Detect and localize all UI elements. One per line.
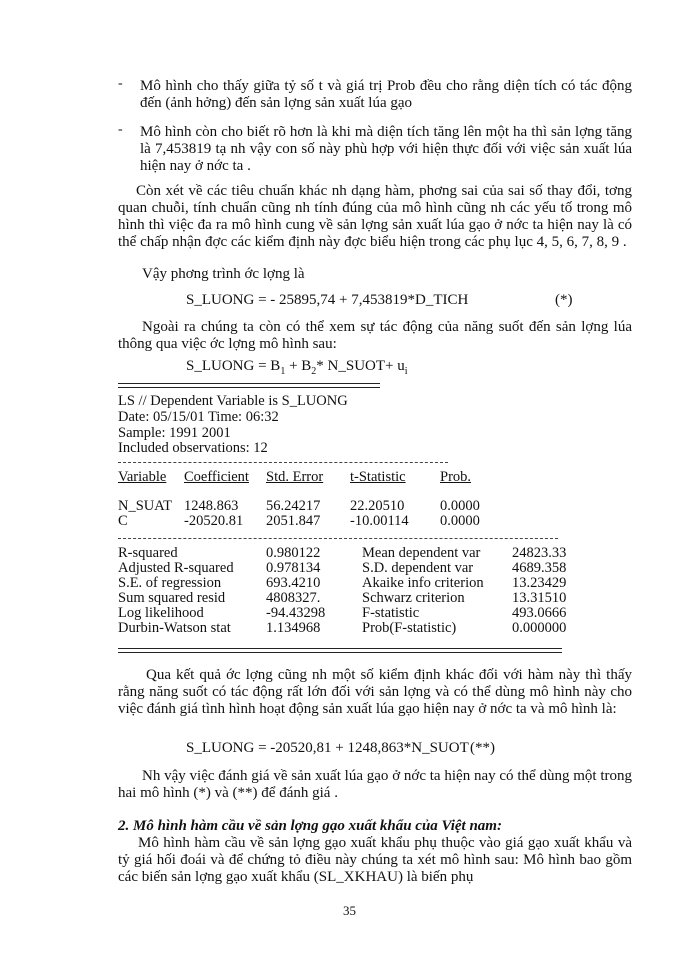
output-header-line: Date: 05/15/01 Time: 06:32	[118, 409, 279, 425]
table-cell: 56.24217	[266, 498, 321, 514]
table-row	[118, 514, 500, 529]
double-rule	[118, 648, 562, 653]
stat-value: 24823.33	[512, 545, 567, 561]
equation-1-label: (*)	[555, 292, 573, 308]
table-cell: 0.0000	[440, 513, 480, 529]
table-row	[118, 621, 582, 636]
table-header-row	[118, 470, 500, 485]
stat-value: 1.134968	[266, 620, 321, 636]
stat-label: S.D. dependent var	[362, 560, 474, 576]
paragraph: Qua kết quả ớc lợng cũng nh một số kiểm định khác đối với hàm này thì thấy rằng năng suốt có tác động rất lớn đối với sản lợng và có thể dùng mô hình này cho việc đánh giá tình hình hoạt động sản xuất lúa gạo hiện nay ở nớc ta và mô hình là:	[118, 667, 632, 717]
paragraph: Ngoài ra chúng ta còn có thể xem sự tác động của năng suốt đến sản lợng lúa thông qua việc ớc lợng mô hình sau:	[118, 319, 632, 352]
table-cell: 1248.863	[184, 498, 239, 514]
table-row	[118, 576, 582, 591]
paragraph: Còn xét về các tiêu chuẩn khác nh dạng hàm, phơng sai của sai số thay đổi, tơng quan chuỗi, tính chuẩn cũng nh tính đúng của mô hình cũng nh các yếu tố trong mô hình thì việc đa ra mô hình cung về sản lợng sản xuất lúa gạo ở nớc ta hiện nay là có thể chấp nhận đợc các kiểm định này đợc biểu hiện trong các phụ lục 4, 5, 6, 7, 8, 9 .	[118, 183, 632, 250]
stat-value: 13.23429	[512, 575, 567, 591]
coefficient-table	[118, 470, 500, 529]
table-row	[118, 546, 582, 561]
column-header: Variable	[118, 469, 167, 485]
stat-value: 0.980122	[266, 545, 321, 561]
stat-label: Log likelihood	[118, 605, 204, 621]
bullet-marker: -	[118, 76, 123, 91]
table-row	[118, 606, 582, 621]
stat-value: 13.31510	[512, 590, 567, 606]
dashed-rule	[118, 462, 448, 463]
paragraph: Vậy phơng trình ớc lợng là	[142, 266, 305, 282]
equation-2: S_LUONG = $B_1 + B_2*$ N_SUOT+ $u_i$	[186, 358, 408, 377]
section-heading: 2. Mô hình hàm cầu về sản lợng gạo xuất khẩu của Việt nam:	[118, 818, 502, 834]
paragraph: Nh vậy việc đánh giá về sản xuất lúa gạo ở nớc ta hiện nay có thể dùng một trong hai mô hình (*) và (**) để đánh giá .	[118, 768, 632, 801]
table-cell: 22.20510	[350, 498, 405, 514]
stat-value: 4808327.	[266, 590, 321, 606]
table-row	[118, 591, 582, 606]
stat-label: Prob(F-statistic)	[362, 620, 457, 636]
stat-label: F-statistic	[362, 605, 420, 621]
stat-value: 0.000000	[512, 620, 567, 636]
dashed-rule	[118, 538, 558, 539]
table-row	[118, 561, 582, 576]
stat-label: Sum squared resid	[118, 590, 226, 606]
column-header: Coefficient	[184, 469, 249, 485]
stat-value: 4689.358	[512, 560, 567, 576]
output-header-line: Sample: 1991 2001	[118, 425, 231, 441]
stat-label: Adjusted R-squared	[118, 560, 234, 576]
table-cell: N_SUAT	[118, 498, 172, 514]
stat-label: Durbin-Watson stat	[118, 620, 231, 636]
bullet-text-2: Mô hình còn cho biết rõ hơn là khi mà diện tích tăng lên một ha thì sản lợng tăng là 7,453819 tạ nh vậy con số này phù hợp với hiện thực đối với việc sản xuất lúa hiện nay ở nớc ta .	[140, 124, 632, 174]
stat-label: S.E. of regression	[118, 575, 222, 591]
page-number: 35	[343, 903, 356, 918]
stat-value: -94.43298	[266, 605, 326, 621]
table-cell: -10.00114	[350, 513, 409, 529]
column-header: t-Statistic	[350, 469, 406, 485]
equation-1: S_LUONG = - 25895,74 + 7,453819*D_TICH	[186, 292, 469, 308]
stat-value: 493.0666	[512, 605, 567, 621]
output-header-line: LS // Dependent Variable is S_LUONG	[118, 393, 348, 409]
stat-label: Akaike info criterion	[362, 575, 484, 591]
equation-3-label: (**)	[470, 740, 495, 756]
bullet-marker: -	[118, 122, 123, 137]
table-row	[118, 499, 500, 514]
statistics-table	[118, 546, 582, 636]
stat-label: Schwarz criterion	[362, 590, 465, 606]
double-rule	[118, 383, 380, 388]
stat-label: R-squared	[118, 545, 178, 561]
stat-value: 693.4210	[266, 575, 321, 591]
stat-label: Mean dependent var	[362, 545, 481, 561]
table-cell: 0.0000	[440, 498, 480, 514]
table-cell: -20520.81	[184, 513, 244, 529]
equation-3: S_LUONG = -20520,81 + 1248,863*N_SUOT	[186, 740, 469, 756]
table-cell: C	[118, 513, 128, 529]
output-header-line: Included observations: 12	[118, 440, 268, 456]
table-cell: 2051.847	[266, 513, 321, 529]
bullet-text-1: Mô hình cho thấy giữa tỷ số t và giá trị Prob đều cho rằng diện tích có tác động đến (ảnh hởng) đến sản lợng sản xuất lúa gạo	[140, 78, 632, 111]
column-header: Prob.	[440, 469, 472, 485]
paragraph: Mô hình hàm cầu về sản lợng gạo xuất khẩu phụ thuộc vào giá gạo xuất khẩu và tỷ giá hối đoái và để chứng tỏ điều này chúng ta xét mô hình sau: Mô hình bao gồm các biến sản lợng gạo xuất khẩu (SL_XKHAU) là biến phụ	[118, 835, 632, 885]
column-header: Std. Error	[266, 469, 324, 485]
stat-value: 0.978134	[266, 560, 321, 576]
